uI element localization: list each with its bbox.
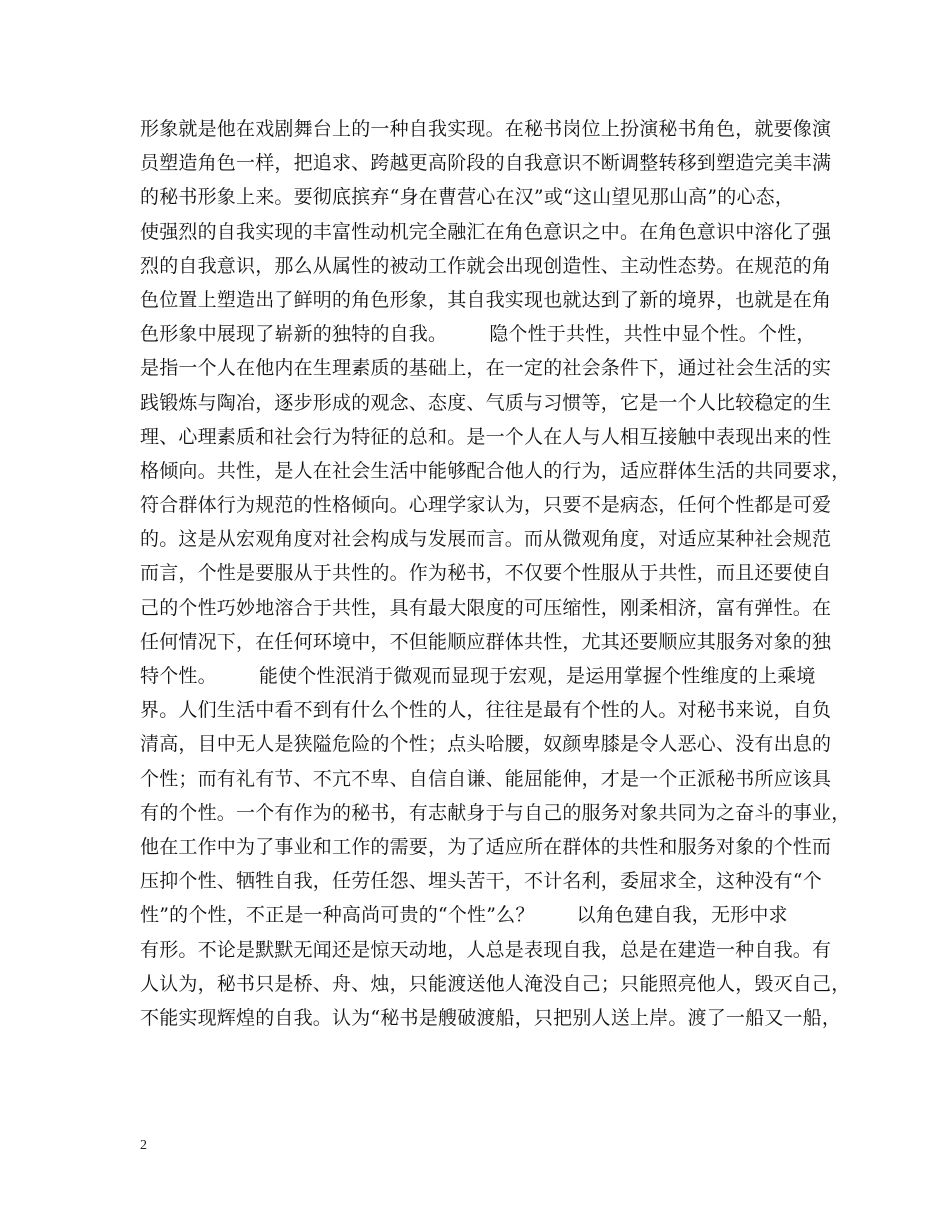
text-line: 色位置上塑造出了鲜明的角色形象，其自我实现也就达到了新的境界，也就是在角: [140, 288, 832, 311]
text-line: 界。人们生活中看不到有什么个性的人，往往是最有个性的人。对秘书来说，自负: [140, 699, 832, 722]
text-line: 有形。不论是默默无闻还是惊天动地，人总是表现自我，总是在建造一种自我。有: [140, 938, 832, 961]
text-line: 压抑个性、牺牲自我，任劳任怨、埋头苦干，不计名利，委屈求全，这种没有“个: [140, 870, 822, 893]
text-line: 己的个性巧妙地溶合于共性，具有最大限度的可压缩性，刚柔相济，富有弹性。在: [140, 596, 832, 619]
text-segment: 色形象中展现了崭新的独特的自我。: [140, 323, 448, 346]
text-line: [140, 659, 830, 693]
text-line: 的秘书形象上来。要彻底摈弃“身在曹营心在汉”或“这山望见那山高”的心态，: [140, 186, 795, 209]
text-segment: 能使个性泯消于微观而显现于宏观，是运用掌握个性维度的上乘境: [258, 665, 816, 687]
text-line: 格倾向。共性，是人在社会生活中能够配合他人的行为，适应群体生活的共同要求，: [140, 459, 851, 482]
text-line: 任何情况下，在任何环境中，不但能顺应群体共性，尤其还要顺应其服务对象的独: [140, 630, 832, 653]
text-segment: 特个性。: [140, 665, 217, 687]
body-text: [140, 112, 851, 1035]
text-line: 清高，目中无人是狭隘危险的个性；点头哈腰，奴颜卑膝是令人恶心、没有出息的: [140, 733, 832, 756]
text-line: 的。这是从宏观角度对社会构成与发展而言。而从微观角度，对适应某种社会规范: [140, 528, 832, 551]
text-line: 烈的自我意识，那么从属性的被动工作就会出现创造性、主动性态势。在规范的角: [140, 254, 832, 277]
text-segment: 性”的个性，不正是一种高尚可贵的“个性”么？: [140, 904, 535, 927]
text-line: 而言，个性是要服从于共性的。作为秘书，不仅要个性服从于共性，而且还要使自: [140, 562, 832, 585]
text-line: 是指一个人在他内在生理素质的基础上，在一定的社会条件下，通过社会生活的实: [140, 357, 832, 380]
text-segment: 隐个性于共性，共性中显个性。个性，: [489, 323, 816, 346]
text-line: 使强烈的自我实现的丰富性动机完全融汇在角色意识之中。在角色意识中溶化了强: [140, 220, 832, 243]
text-line: [140, 898, 830, 932]
text-line: [140, 317, 830, 351]
text-line: 个性；而有礼有节、不亢不卑、自信自谦、能屈能伸，才是一个正派秘书所应该具: [140, 767, 832, 790]
text-line: 他在工作中为了事业和工作的需要，为了适应所在群体的共性和服务对象的个性而: [140, 835, 832, 858]
page-number: 2: [140, 1138, 147, 1153]
text-line: 有的个性。一个有作为的秘书，有志献身于与自己的服务对象共同为之奋斗的事业，: [140, 801, 851, 824]
text-line: 形象就是他在戏剧舞台上的一种自我实现。在秘书岗位上扮演秘书角色，就要像演: [140, 118, 832, 140]
text-line: 员塑造角色一样，把追求、跨越更高阶段的自我意识不断调整转移到塑造完美丰满: [140, 152, 832, 175]
text-line: 不能实现辉煌的自我。认为“秘书是艘破渡船，只把别人送上岸。渡了一船又一船，: [140, 1006, 842, 1029]
text-segment: 以角色建自我，无形中求: [576, 904, 788, 927]
text-line: 人认为，秘书只是桥、舟、烛，只能渡送他人淹没自己；只能照亮他人，毁灭自己，: [140, 972, 851, 995]
text-line: 践锻炼与陶冶，逐步形成的观念、态度、气质与习惯等，它是一个人比较稳定的生: [140, 391, 832, 414]
text-line: 理、心理素质和社会行为特征的总和。是一个人在人与人相互接触中表现出来的性: [140, 425, 832, 448]
text-line: 符合群体行为规范的性格倾向。心理学家认为，只要不是病态，任何个性都是可爱: [140, 494, 832, 517]
